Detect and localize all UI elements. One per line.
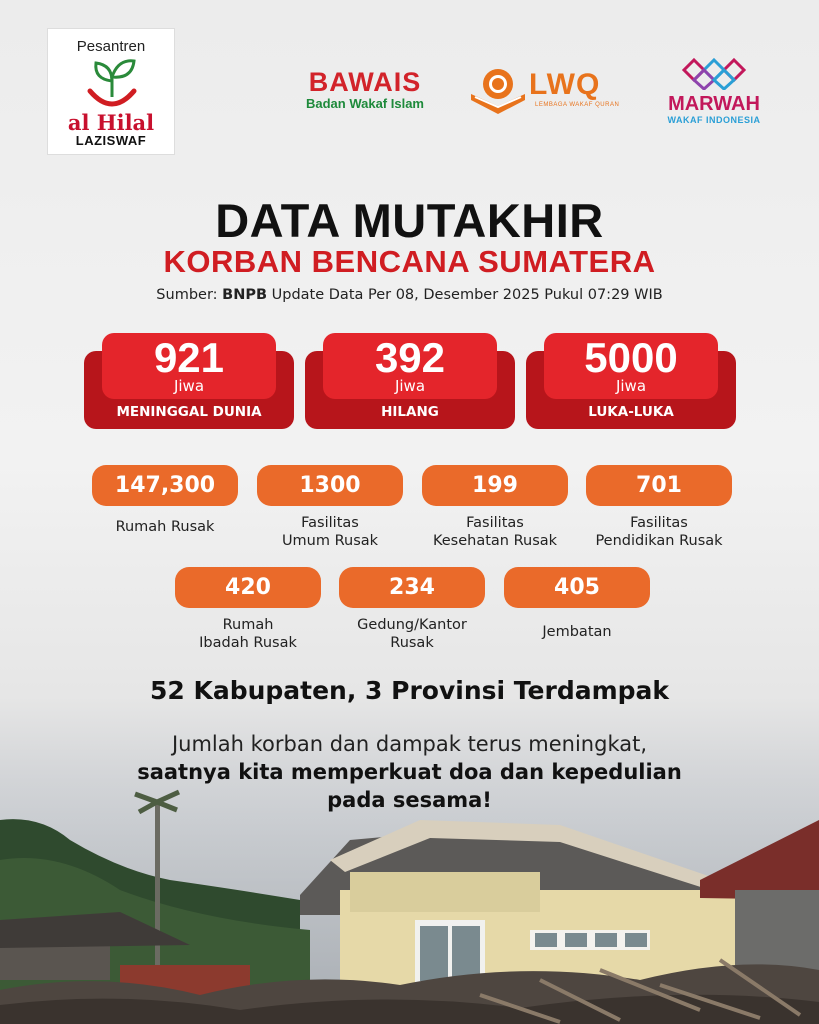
stat-unit: Jiwa — [173, 377, 205, 395]
open-book-icon — [467, 64, 529, 116]
marwah-logo-name: MARWAH — [668, 93, 760, 115]
damage-stat-bridges — [504, 567, 650, 641]
damage-stat-worship-places — [175, 567, 321, 652]
damage-stat-value: 701 — [586, 465, 732, 506]
affected-areas-heading: 52 Kabupaten, 3 Provinsi Terdampak — [149, 676, 670, 705]
message-line-1: Jumlah korban dan dampak terus meningkat, — [171, 732, 648, 756]
damage-stat-label: Fasilitas Pendidikan Rusak — [595, 515, 723, 549]
stat-card-deaths — [84, 333, 294, 429]
stat-value: 5000 — [584, 334, 678, 381]
sprout-icon — [84, 57, 140, 109]
damage-stat-value: 1300 — [257, 465, 403, 506]
stat-card-top — [102, 333, 276, 399]
source-prefix: Sumber: — [156, 287, 223, 303]
stat-label: HILANG — [381, 404, 439, 420]
marwah-logo-sub: WAKAF INDONESIA — [667, 115, 761, 125]
damage-stat-value: 147,300 — [92, 465, 238, 506]
damage-stat-value: 405 — [504, 567, 650, 608]
stat-unit: Jiwa — [394, 377, 426, 395]
bawais-logo-sub: Badan Wakaf Islam — [305, 96, 424, 111]
lwq-logo — [467, 64, 627, 118]
damage-stat-offices — [339, 567, 485, 652]
damage-stat-label: Rumah Rusak — [115, 519, 215, 535]
page-title: DATA MUTAKHIR — [215, 194, 604, 247]
source-details: Update Data Per 08, Desember 2025 Pukul 07:29 WIB — [267, 287, 663, 303]
damage-stat-value: 420 — [175, 567, 321, 608]
damage-stat-label: Gedung/Kantor Rusak — [357, 617, 467, 651]
diamond-pattern-icon — [682, 56, 746, 90]
bawais-logo-name: BAWAIS — [308, 67, 422, 97]
stat-unit: Jiwa — [615, 377, 647, 395]
alhilal-logo-name: al Hilal — [67, 110, 155, 135]
damage-stat-public-facilities — [257, 465, 403, 550]
lwq-logo-name: LWQ — [529, 68, 601, 101]
alhilal-logo-top: Pesantren — [76, 38, 146, 55]
stat-value: 392 — [374, 334, 446, 381]
stat-card-top — [544, 333, 718, 399]
damage-stat-education-facilities — [586, 465, 732, 550]
disaster-scene-photo — [0, 780, 819, 1024]
damage-stat-value: 199 — [422, 465, 568, 506]
damage-stat-label: Fasilitas Kesehatan Rusak — [432, 515, 558, 549]
page-subtitle: KORBAN BENCANA SUMATERA — [163, 244, 656, 279]
source-line — [0, 287, 819, 303]
source-org: BNPB — [222, 287, 268, 303]
stat-card-missing — [305, 333, 515, 429]
bawais-logo — [292, 68, 438, 112]
damage-stat-health-facilities — [422, 465, 568, 550]
damage-stat-value: 234 — [339, 567, 485, 608]
damage-stat-houses — [92, 465, 238, 536]
stat-label: MENINGGAL DUNIA — [116, 404, 262, 420]
call-to-action-message — [60, 730, 759, 814]
stat-card-injured — [526, 333, 736, 429]
stat-card-top — [323, 333, 497, 399]
alhilal-logo-sub: LAZISWAF — [75, 133, 147, 148]
lwq-logo-sub: LEMBAGA WAKAF QURAN — [535, 102, 620, 108]
alhilal-logo — [47, 28, 175, 155]
damage-stat-label: Rumah Ibadah Rusak — [199, 617, 297, 651]
damage-stat-label: Jembatan — [542, 624, 612, 640]
damage-stat-label: Fasilitas Umum Rusak — [281, 515, 379, 549]
message-line-2: saatnya kita memperkuat doa dan kepedulian — [137, 760, 682, 784]
message-line-3: pada sesama! — [327, 788, 492, 812]
marwah-logo — [655, 56, 773, 125]
stat-label: LUKA-LUKA — [588, 404, 674, 420]
stat-value: 921 — [153, 334, 225, 381]
